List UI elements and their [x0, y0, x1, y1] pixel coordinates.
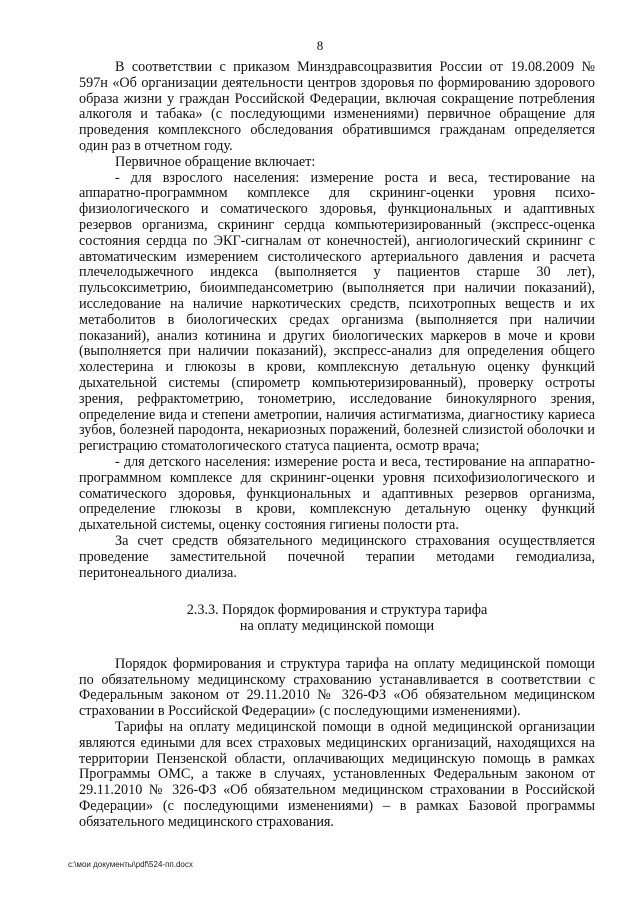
paragraph-tariff-order: Порядок формирования и структура тарифа на оплату медицинской помощи по обязательному медицинскому страхованию устанавливается в соответствии с Федеральным законом от 29.11.2010 № 326-ФЗ «Об обязательном медицинском страховании в Российской Федерации» (с последующими изменениями). — [79, 655, 595, 720]
paragraph-primary-includes: Первичное обращение включает: — [115, 153, 316, 170]
document-body — [79, 60, 595, 831]
paragraph-oms-funding: За счет средств обязательного медицинского страхования осуществляется проведение заместительной почечной терапии методами гемодиализа, перитонеального диализа. — [79, 532, 595, 581]
paragraph-tariff-uniform: Тарифы на оплату медицинской помощи в одной медицинской организации являются едиными для всех страховых медицинских организаций, находящихся на территории Пензенской области, оплачивающих медицинскую помощь в рамках Программы ОМС, а также в случаях, установленных Федеральным законом от 29.11.2010 № 326-ФЗ «Об обязательном медицинском страховании в Российской Федерации» (с последующими изменениями) – в рамках Базовой программы обязательного медицинского страхования. — [79, 719, 595, 830]
section-heading-line2: на оплату медицинской помощи — [239, 618, 435, 635]
footer-file-path: c:\мои документы\pdf\524-пп.docx — [68, 860, 193, 869]
list-item-adult-population: - для взрослого населения: измерение роста и веса, тестирование на аппаратно-программном комплексе для скрининг-оценки уровня психо-физиологического и соматического здоровья, функциональных и адаптивных резервов организма, скрининг сердца компьютеризированный (экспресс-оценка состояния сердца по ЭКГ-сигналам от конечностей), ангиологический скрининг с автоматическим измерением систолического артериального давления и расчета плечелодыжечного индекса (выполняется у пациентов старше 30 лет), пульсоксиметрию, биоимпедансометрию (выполняется при наличии показаний), исследование на наличие наркотических средств, психотропных веществ и их метаболитов в биологических средах организма (выполняется при наличии показаний), анализ котинина и других биологических маркеров в моче и крови (выполняется при наличии показаний), экспресс-анализ для определения общего холестерина и глюкозы в крови, комплексную детальную оценку функций дыхательной системы (спирометр компьютеризированный), проверку остроты зрения, рефрактометрию, тонометрию, исследование бинокулярного зрения, определение вида и степени аметропии, наличия астигматизма, диагностику кариеса зубов, болезней пародонта, некариозных поражений, болезней слизистой оболочки и регистрацию стоматологического статуса пациента, осмотр врача; — [79, 169, 595, 455]
page-number: 8 — [316, 38, 324, 53]
list-item-child-population: - для детского населения: измерение роста и веса, тестирование на аппаратно-программном комплексе для скрининг-оценки уровня психофизиологического и соматического здоровья, функциональных и адаптивных резервов организма, определение глюкозы в крови, комплексную детальную оценку функций дыхательной системы, оценку состояния гигиены полости рта. — [79, 453, 595, 534]
paragraph-order-intro: В соответствии с приказом Минздравсоцразвития России от 19.08.2009 № 597н «Об организации деятельности центров здоровья по формированию здорового образа жизни у граждан Российской Федерации, включая сокращение потребления алкоголя и табака» (с последующими изменениями) первичное обращение для проведения комплексного обследования обратившимся гражданам определяется один раз в отчетном году. — [79, 59, 595, 154]
section-heading-line1: 2.3.3. Порядок формирования и структура тарифа — [186, 602, 488, 619]
section-heading — [79, 603, 595, 635]
